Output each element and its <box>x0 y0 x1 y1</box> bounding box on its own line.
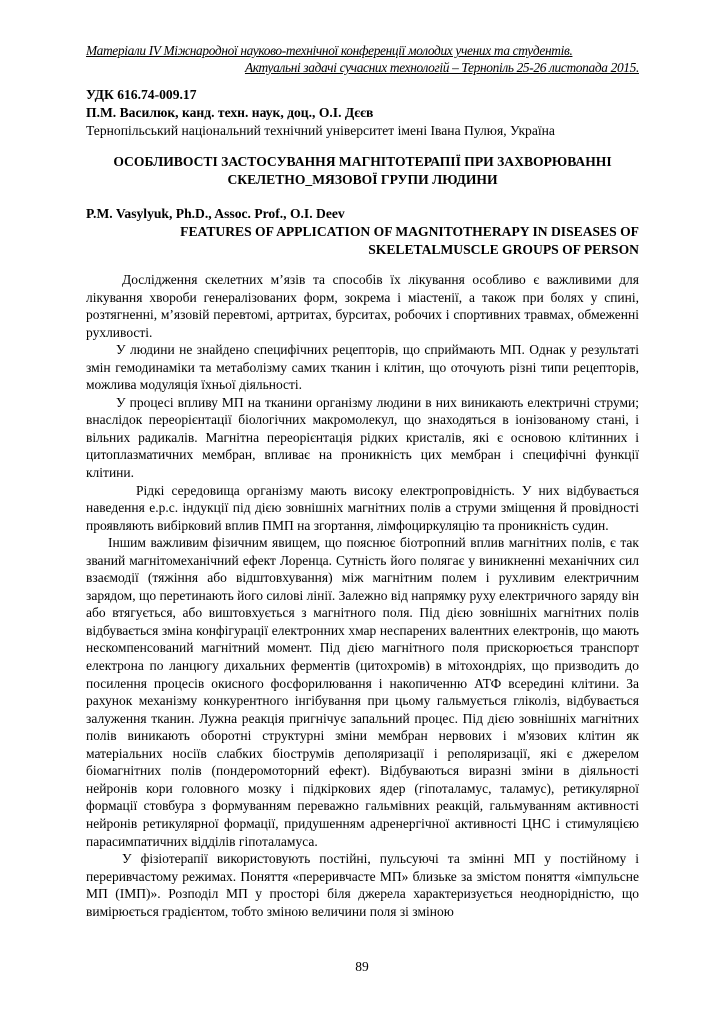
title-en-line-2: SKELETALMUSCLE GROUPS OF PERSON <box>368 242 639 257</box>
paragraph: Іншим важливим фізичним явищем, що пояснює біотропний вплив магнітних полів, є так званий магнітомеханічний ефект Лоренца. Сутність його полягає у виникненні механічних сил взаємодії (тяжіння або відштовхування) між магнітним полем і рухливим електричним зарядом, що перетинають його силові лінії. Залежно від напрямку руху електричного заряду він або втягується, або виштовхується з магнітного поля. Під дією зовнішніх магнітних полів відбувається зміна конфігурації електронних хмар неспарених валентних електронів, що мають нескомпенсований магнітний момент. Під дією магнітного поля прискорюється транспорт електрона по ланцюгу дихальних ферментів (цитохромів) в мітохондріях, що призводить до посилення процесів окисного фосфорилювання і накопиченню АТФ всередині клітини. За рахунок механізму конкурентного інгібування при цьому гальмується гліколіз, відбувається залуження тканин. Лужна реакція пригнічує запальний процес. Під дією зовнішніх магнітних полів виникають оборотні структурні зміни мембран нервових і м'язових клітин як матеріальних носіїв слабких біострумів деполяризації і реполяризації, які є джерелом біомагнітних полів (пондеромоторний ефект). Відбуваються виразні зміни в діяльності нейронів кори головного мозку і підкіркових ядер (гіпоталамус, таламус), ретикулярної формації стовбура з формуванням переважно гальмівних реакцій, гальмуванням активності нейронів ретикулярної формації, придушенням адренергічної активності ЦНС і стимуляцією парасимпатичних відділів гіпоталамуса. <box>86 535 640 849</box>
title-en <box>86 223 639 259</box>
title-ua-line-1: ОСОБЛИВОСТІ ЗАСТОСУВАННЯ МАГНІТОТЕРАПІЇ ПРИ ЗАХВОРЮВАННІ <box>113 154 612 169</box>
paragraph: У людини не знайдено специфічних рецепторів, що сприймають МП. Однак у результаті змін гемодинаміки та метаболізму самих тканин і клітин, що оточують різні типи рецепторів, можлива модуляція їхньої діяльності. <box>86 342 639 393</box>
page-number: 89 <box>355 959 369 974</box>
body-text <box>86 271 639 920</box>
title-ua-line-2: СКЕЛЕТНО_МЯЗОВОЇ ГРУПИ ЛЮДИНИ <box>227 172 498 187</box>
conference-header <box>86 42 639 76</box>
udk-code: УДК 616.74-009.17 <box>86 87 197 102</box>
authors-ua: П.М. Василюк, канд. техн. наук, доц., О.І. Дєєв <box>86 105 374 120</box>
header-line-1: Матеріали IV Міжнародної науково-технічної конференції молодих учених та студентів. <box>86 43 573 58</box>
title-ua <box>86 153 639 189</box>
paragraph: У фізіотерапії використовують постійні, пульсуючі та змінні МП у постійному і переривчастому режимах. Поняття «переривчасте МП» близьке за змістом поняття «імпульсне МП (ІМП)». Розподіл МП у просторі біля джерела характеризується неоднорідністю, що вимірюється градієнтом, тобто зміною величини поля зі зміною <box>86 851 639 919</box>
affiliation: Тернопільський національний технічний університет імені Івана Пулюя, Україна <box>86 123 555 138</box>
title-en-line-1: FEATURES OF APPLICATION OF MAGNITOTHERAPY IN DISEASES OF <box>180 224 639 239</box>
english-block <box>86 205 639 259</box>
header-line-2: Актуальні задачі сучасних технологій – Тернопіль 25-26 листопада 2015. <box>244 60 639 75</box>
paper-meta <box>86 86 639 140</box>
authors-en: P.M. Vasylyuk, Ph.D., Assoc. Prof., O.I. Deev <box>86 206 345 221</box>
paragraph: Рідкі середовища організму мають високу електропровідність. У них відбувається наведення е.р.с. індукції під дією зовнішніх магнітних полів а струми зміщення й провідності проявляють вибірковий вплив ПМП на згортання, лімфоциркуляцію та проникність судин. <box>86 482 639 533</box>
paragraph: Дослідження скелетних м’язів та способів їх лікування особливо є важливими для лікування хвороби генералізованих форм, зокрема і міастенії, а також при болях у спині, розтягненні, м’язовій перевтомі, артритах, бурситах, робочих і спортивних травмах, обмеженні рухливості. <box>86 272 639 340</box>
paragraph: У процесі впливу МП на тканини організму людини в них виникають електричні струми; внаслідок переорієнтації біологічних макромолекул, що знаходяться в іонізованому стані, і вільних радикалів. Магнітна переорієнтація рідких кристалів, які є основою клітинних і цитоплазматичних мембран, впливає на проникність цих мембран і специфічні функції клітини. <box>86 394 639 481</box>
